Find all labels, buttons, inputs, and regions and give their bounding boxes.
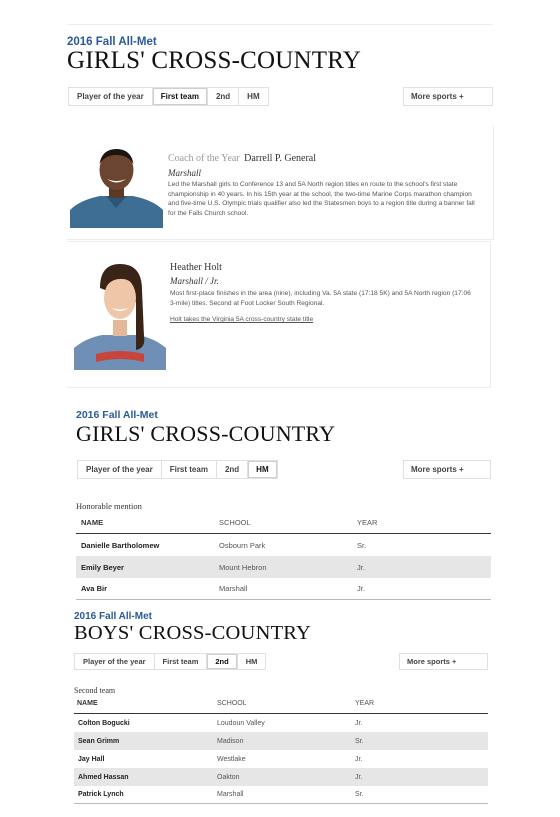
more-sports-button[interactable]: More sports +: [399, 653, 488, 670]
row-school: Oakton: [217, 773, 240, 781]
more-sports-button[interactable]: More sports +: [403, 87, 493, 106]
player-school: Marshall / Jr.: [170, 276, 219, 286]
top-rule: [67, 24, 493, 25]
col-header-year: YEAR: [357, 518, 378, 527]
section1-title: GIRLS' CROSS-COUNTRY: [67, 47, 361, 74]
coach-portrait-image: [70, 140, 163, 228]
tab-player-of-the-year[interactable]: Player of the year: [69, 88, 153, 105]
table-row: [76, 534, 491, 556]
row-school: Loudoun Valley: [217, 719, 265, 727]
section1-tabbar: [68, 87, 269, 106]
row-school: Marshall: [219, 584, 248, 593]
tab-honorable-mention[interactable]: HM: [248, 461, 276, 478]
row-name: Danielle Bartholomew: [81, 540, 160, 550]
tab-honorable-mention[interactable]: HM: [247, 92, 260, 101]
row-year: Jr.: [355, 719, 363, 727]
player-portrait-image: [74, 258, 166, 370]
row-year: Sr.: [355, 791, 364, 798]
tab-player-of-the-year[interactable]: Player of the year: [75, 654, 155, 669]
col-header-name: NAME: [77, 700, 98, 707]
table-row: [74, 732, 488, 750]
table-bottom-rule: [74, 803, 488, 804]
col-header-school: SCHOOL: [219, 518, 251, 527]
coach-school: Marshall: [168, 168, 202, 178]
row-school: Marshall: [217, 791, 244, 798]
player-name: Heather Holt: [170, 262, 222, 273]
row-name: Patrick Lynch: [78, 791, 124, 798]
tab-first-team[interactable]: First team: [155, 654, 208, 669]
row-year: Jr.: [357, 584, 365, 593]
tab-player-of-the-year[interactable]: Player of the year: [78, 461, 162, 478]
coach-name: Darrell P. General: [244, 153, 317, 164]
row-school: Osbourn Park: [219, 540, 266, 550]
tab-second-team[interactable]: 2nd: [217, 461, 248, 478]
row-year: Sr.: [355, 737, 364, 745]
col-header-year: YEAR: [355, 700, 375, 707]
tab-second-team[interactable]: 2nd: [208, 88, 239, 105]
row-school: Mount Hebron: [219, 562, 267, 572]
section3-title: BOYS' CROSS-COUNTRY: [74, 622, 312, 644]
row-name: Ava Bir: [81, 584, 107, 593]
coach-photo: [70, 140, 163, 228]
col-header-name: NAME: [81, 518, 104, 527]
table-row: [74, 750, 488, 768]
table-row: [76, 578, 491, 599]
col-header-school: SCHOOL: [217, 700, 247, 707]
row-name: Ahmed Hassan: [78, 773, 129, 781]
tab-first-team[interactable]: First team: [162, 461, 217, 478]
player-bio: Most first-place finishes in the area (nine), including Va. 5A state (17:18 5K) and 5A North region (17:06 3-mile) titles. Second at Foot Locker South Regional.: [170, 290, 471, 307]
list-title: Second team: [74, 686, 116, 695]
row-year: Jr.: [355, 773, 363, 781]
row-year: Jr.: [355, 755, 363, 763]
table-row: [74, 714, 488, 732]
coach-role: Coach of the Year: [168, 153, 240, 164]
row-name: Emily Beyer: [81, 562, 124, 572]
row-school: Westlake: [217, 755, 246, 763]
tab-honorable-mention[interactable]: HM: [245, 657, 258, 666]
section2-kicker: 2016 Fall All-Met: [76, 409, 158, 421]
table-bottom-rule: [76, 599, 491, 600]
more-sports-button[interactable]: More sports +: [403, 460, 491, 479]
section2-title: GIRLS' CROSS-COUNTRY: [76, 421, 336, 446]
row-name: Colton Bogucki: [78, 719, 130, 727]
section1-kicker: 2016 Fall All-Met: [67, 36, 157, 48]
coach-bio: Led the Marshall girls to Conference 13 and 5A North region titles en route to the school's first state championship in 40 years. In his 15th year at the school, the two-time Marine Corps marathon champion and five-time U.S. Olympic trials qualifier also led the Statesmen boys to a region title during a banner fall for the Falls Church school.: [168, 181, 475, 217]
row-year: Sr.: [357, 540, 367, 550]
section3-kicker: 2016 Fall All-Met: [74, 611, 152, 622]
table-row: [74, 768, 488, 786]
player-story-link[interactable]: Holt takes the Virginia 5A cross-country state title: [170, 316, 314, 323]
tab-second-team[interactable]: 2nd: [207, 654, 237, 669]
player-photo: [74, 258, 166, 370]
table-row: [74, 786, 488, 803]
table-row: [76, 556, 491, 578]
section2-tabbar: [77, 460, 278, 479]
row-school: Madison: [217, 737, 244, 745]
row-name: Jay Hall: [78, 755, 105, 763]
list-title: Honorable mention: [76, 501, 142, 511]
row-name: Sean Grimm: [78, 737, 120, 745]
section3-tabbar: [74, 653, 266, 670]
row-year: Jr.: [357, 562, 365, 572]
tab-first-team[interactable]: First team: [153, 88, 208, 105]
